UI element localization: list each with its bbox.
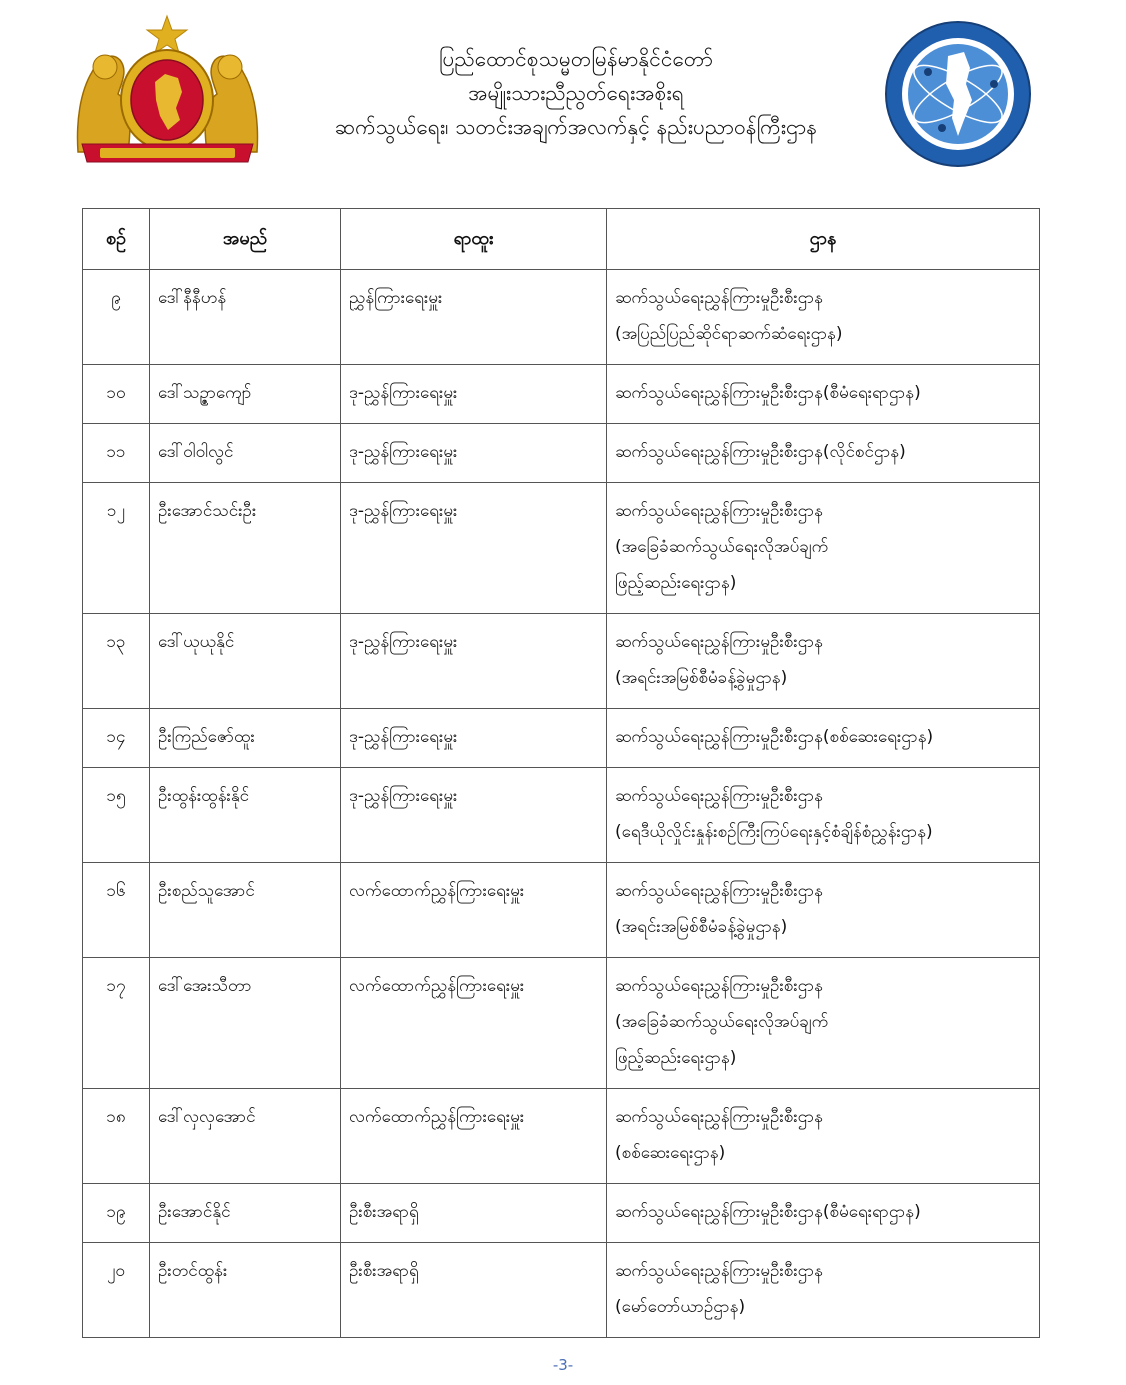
cell-department	[607, 365, 1040, 424]
department-line: ဆက်သွယ်ရေးညွှန်ကြားမှုဦးစီးဌာန	[615, 786, 823, 806]
department-line: (အရင်းအမြစ်စီမံခန့်ခွဲမှုဌာန)	[615, 668, 788, 688]
table-header-row	[83, 209, 1040, 270]
cell-no: ၂၀	[83, 1243, 150, 1338]
ministry-logo-icon	[884, 20, 1032, 168]
col-header-name: အမည်	[150, 209, 341, 270]
cell-position: ဒု-ညွှန်ကြားရေးမှူး	[341, 483, 607, 614]
cell-department	[607, 424, 1040, 483]
table-row	[83, 483, 1040, 614]
cell-name: ဦးထွန်းထွန်းနိုင်	[150, 768, 341, 863]
cell-no: ၉	[83, 270, 150, 365]
cell-position: ဦးစီးအရာရှိ	[341, 1243, 607, 1338]
cell-no: ၁၉	[83, 1184, 150, 1243]
cell-no: ၁၂	[83, 483, 150, 614]
cell-name: ဦးတင်ထွန်း	[150, 1243, 341, 1338]
cell-position: လက်ထောက်ညွှန်ကြားရေးမှူး	[341, 863, 607, 958]
table-row	[83, 614, 1040, 709]
department-line: (အပြည်ပြည်ဆိုင်ရာဆက်ဆံရေးဌာန)	[615, 324, 843, 344]
table-row	[83, 958, 1040, 1089]
department-line: ဆက်သွယ်ရေးညွှန်ကြားမှုဦးစီးဌာန(စစ်ဆေးရေးဌာန)	[615, 727, 934, 747]
department-line: (အခြေခံဆက်သွယ်ရေးလိုအပ်ချက်	[615, 1012, 829, 1032]
cell-department	[607, 483, 1040, 614]
cell-no: ၁၀	[83, 365, 150, 424]
table-row	[83, 365, 1040, 424]
table-row	[83, 863, 1040, 958]
table-row	[83, 1089, 1040, 1184]
staff-table	[82, 208, 1040, 1338]
cell-position: ဒု-ညွှန်ကြားရေးမှူး	[341, 424, 607, 483]
cell-department	[607, 1243, 1040, 1338]
table-row	[83, 768, 1040, 863]
department-line: (မော်တော်ယာဉ်ဌာန)	[615, 1297, 746, 1317]
cell-name: ဦးအောင်သင်းဦး	[150, 483, 341, 614]
page-number: -3-	[552, 1356, 574, 1374]
department-line: ဆက်သွယ်ရေးညွှန်ကြားမှုဦးစီးဌာန	[615, 501, 823, 521]
cell-no: ၁၇	[83, 958, 150, 1089]
cell-department	[607, 1089, 1040, 1184]
department-line: ဆက်သွယ်ရေးညွှန်ကြားမှုဦးစီးဌာန	[615, 881, 823, 901]
cell-no: ၁၃	[83, 614, 150, 709]
heading-line-country: ပြည်ထောင်စုသမ္မတမြန်မာနိုင်ငံတော်	[438, 47, 713, 71]
cell-name: ဒေါ်ဝါဝါလွင်	[150, 424, 341, 483]
department-line: ဆက်သွယ်ရေးညွှန်ကြားမှုဦးစီးဌာန	[615, 288, 823, 308]
cell-department	[607, 863, 1040, 958]
cell-department	[607, 1184, 1040, 1243]
department-line: ဆက်သွယ်ရေးညွှန်ကြားမှုဦးစီးဌာန	[615, 1107, 823, 1127]
cell-position: လက်ထောက်ညွှန်ကြားရေးမှူး	[341, 958, 607, 1089]
cell-position: ဒု-ညွှန်ကြားရေးမှူး	[341, 709, 607, 768]
department-line: ဆက်သွယ်ရေးညွှန်ကြားမှုဦးစီးဌာန	[615, 632, 823, 652]
cell-position: လက်ထောက်ညွှန်ကြားရေးမှူး	[341, 1089, 607, 1184]
cell-name: ဒေါ်ယုယုနိုင်	[150, 614, 341, 709]
table-row	[83, 1243, 1040, 1338]
cell-department	[607, 958, 1040, 1089]
table-row	[83, 709, 1040, 768]
page-header	[0, 0, 1126, 190]
heading-line-government: အမျိုးသားညီညွတ်ရေးအစိုးရ	[468, 81, 684, 105]
cell-no: ၁၁	[83, 424, 150, 483]
department-line: ဆက်သွယ်ရေးညွှန်ကြားမှုဦးစီးဌာန	[615, 976, 823, 996]
ministry-heading	[270, 44, 882, 146]
department-line: ဖြည့်ဆည်းရေးဌာန)	[615, 1048, 737, 1068]
col-header-no: စဉ်	[83, 209, 150, 270]
cell-name: ဦးကြည်ဇော်ထူး	[150, 709, 341, 768]
department-line: ဆက်သွယ်ရေးညွှန်ကြားမှုဦးစီးဌာန(လိုင်စင်ဌာန)	[615, 442, 906, 462]
cell-no: ၁၄	[83, 709, 150, 768]
state-emblem-icon	[70, 12, 265, 172]
department-line: ဆက်သွယ်ရေးညွှန်ကြားမှုဦးစီးဌာန(စီမံရေးရာဌာန)	[615, 383, 921, 403]
department-line: ဆက်သွယ်ရေးညွှန်ကြားမှုဦးစီးဌာန	[615, 1261, 823, 1281]
department-line: (အခြေခံဆက်သွယ်ရေးလိုအပ်ချက်	[615, 537, 829, 557]
cell-no: ၁၈	[83, 1089, 150, 1184]
cell-name: ဦးအောင်နိုင်	[150, 1184, 341, 1243]
cell-position: ဒု-ညွှန်ကြားရေးမှူး	[341, 614, 607, 709]
col-header-department: ဌာန	[607, 209, 1040, 270]
cell-department	[607, 709, 1040, 768]
department-line: ဆက်သွယ်ရေးညွှန်ကြားမှုဦးစီးဌာန(စီမံရေးရာဌာန)	[615, 1202, 921, 1222]
cell-department	[607, 768, 1040, 863]
cell-position: ဒု-ညွှန်ကြားရေးမှူး	[341, 365, 607, 424]
department-line: (ရေဒီယိုလှိုင်းနှုန်းစဉ်ကြီးကြပ်ရေးနှင့်စံချိန်စံညွှန်းဌာန)	[615, 822, 933, 842]
table-row	[83, 424, 1040, 483]
cell-no: ၁၅	[83, 768, 150, 863]
cell-name: ဦးစည်သူအောင်	[150, 863, 341, 958]
cell-department	[607, 270, 1040, 365]
cell-position: ညွှန်ကြားရေးမှူး	[341, 270, 607, 365]
table-row	[83, 1184, 1040, 1243]
department-line: (စစ်ဆေးရေးဌာန)	[615, 1143, 726, 1163]
col-header-position: ရာထူး	[341, 209, 607, 270]
cell-department	[607, 614, 1040, 709]
cell-name: ဒေါ်သဉ္ဇာကျော်	[150, 365, 341, 424]
table-row	[83, 270, 1040, 365]
cell-position: ဒု-ညွှန်ကြားရေးမှူး	[341, 768, 607, 863]
heading-line-ministry: ဆက်သွယ်ရေး၊ သတင်းအချက်အလက်နှင့် နည်းပညာဝန်ကြီးဌာန	[334, 115, 818, 139]
cell-name: ဒေါ်လှလှအောင်	[150, 1089, 341, 1184]
department-line: (အရင်းအမြစ်စီမံခန့်ခွဲမှုဌာန)	[615, 917, 788, 937]
department-line: ဖြည့်ဆည်းရေးဌာန)	[615, 573, 737, 593]
cell-name: ဒေါ်နီနီဟန်	[150, 270, 341, 365]
cell-no: ၁၆	[83, 863, 150, 958]
cell-name: ဒေါ်အေးသီတာ	[150, 958, 341, 1089]
cell-position: ဦးစီးအရာရှိ	[341, 1184, 607, 1243]
